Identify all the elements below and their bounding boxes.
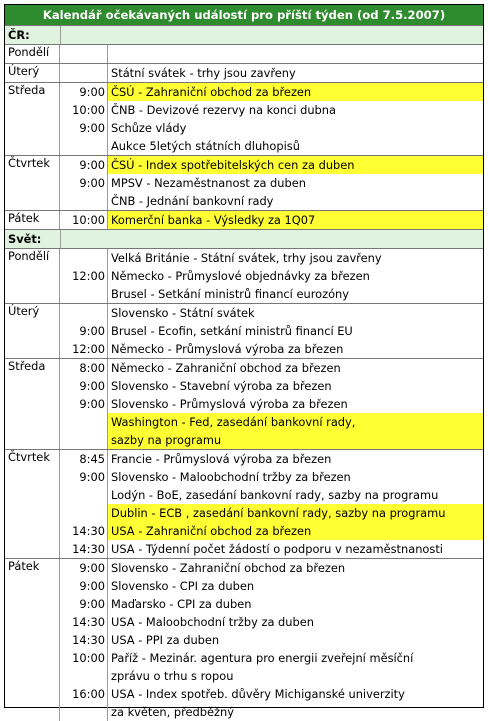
day-block <box>5 358 483 449</box>
day-block <box>5 210 483 229</box>
event-text: Brusel - Setkání ministrů financí eurozóny <box>111 287 350 301</box>
event-time: 9:00 <box>60 577 108 595</box>
event-text: ČSÚ - Zahraniční obchod za březen <box>108 83 483 101</box>
event-text: Komerční banka - Výsledky za 1Q07 <box>108 211 483 229</box>
calendar-title: Kalendář očekávaných událostí pro příští týden (od 7.5.2007) <box>5 5 483 25</box>
event-row <box>60 685 483 703</box>
event-time: 8:00 <box>60 359 108 377</box>
event-time <box>60 431 108 449</box>
event-row <box>60 667 483 685</box>
event-text: Brusel - Ecofin, setkání ministrů financí EU <box>111 324 353 338</box>
event-time <box>60 667 108 685</box>
event-row <box>60 649 483 667</box>
event-row <box>60 267 483 285</box>
event-time: 9:00 <box>60 156 108 174</box>
event-time: 14:30 <box>60 631 108 649</box>
event-text: USA - PPI za duben <box>111 633 220 647</box>
event-time: 9:00 <box>60 119 108 137</box>
event-text: za květen, předběžný <box>111 705 234 719</box>
event-time <box>60 45 108 63</box>
event-time: 9:00 <box>60 174 108 192</box>
event-text: Slovensko - Stavební výroba za březen <box>111 379 332 393</box>
event-text: sazby na programu <box>108 431 483 449</box>
event-text: Schůze vlády <box>111 121 187 135</box>
event-text: Washington - Fed, zasedání bankovní rady, <box>108 413 483 431</box>
event-time: 9:00 <box>60 83 108 101</box>
day-name: Středa <box>5 83 60 155</box>
event-time: 9:00 <box>60 559 108 577</box>
day-events <box>60 450 483 558</box>
event-text: ČSÚ - Index spotřebitelských cen za duben <box>108 156 483 174</box>
event-row <box>60 83 483 101</box>
event-time: 14:30 <box>60 540 108 558</box>
event-text: MPSV - Nezaměstnanost za duben <box>111 176 306 190</box>
event-text: Státní svátek - trhy jsou zavřeny <box>111 66 296 80</box>
event-row <box>60 559 483 577</box>
event-row <box>60 595 483 613</box>
event-text: Slovensko - Státní svátek <box>111 306 255 320</box>
event-row <box>60 613 483 631</box>
day-events <box>60 359 483 449</box>
event-text: Německo - Průmyslová výroba za březen <box>111 342 344 356</box>
day-events <box>60 249 483 303</box>
event-time: 9:00 <box>60 322 108 340</box>
event-time: 12:00 <box>60 267 108 285</box>
event-row <box>60 119 483 137</box>
day-name: Úterý <box>5 304 60 358</box>
event-text: USA - Maloobchodní tržby za duben <box>111 615 314 629</box>
event-time: 16:00 <box>60 685 108 703</box>
event-text: Francie - Průmyslová výroba za březen <box>111 452 332 466</box>
event-time <box>60 64 108 82</box>
event-row <box>60 192 483 210</box>
event-text: Slovensko - Zahraniční obchod za březen <box>111 561 346 575</box>
event-time <box>60 249 108 267</box>
calendar-body <box>5 25 483 721</box>
event-row <box>60 101 483 119</box>
day-events <box>60 156 483 210</box>
day-events <box>60 559 483 721</box>
event-time: 10:00 <box>60 101 108 119</box>
event-time <box>60 504 108 522</box>
day-name: Středa <box>5 359 60 449</box>
event-text: Slovensko - CPI za duben <box>111 579 255 593</box>
event-text: USA - Zahraniční obchod za březen <box>108 522 483 540</box>
event-row <box>60 450 483 468</box>
event-time: 9:00 <box>60 377 108 395</box>
day-block <box>5 303 483 358</box>
event-text: Lodýn - BoE, zasedání bankovní rady, sazby na programu <box>111 488 439 502</box>
event-time: 9:00 <box>60 468 108 486</box>
day-name: Čtvrtek <box>5 156 60 210</box>
event-text: Slovensko - Průmyslová výroba za březen <box>111 397 348 411</box>
event-row <box>60 431 483 449</box>
event-row <box>60 211 483 229</box>
event-time: 10:00 <box>60 211 108 229</box>
event-row <box>60 137 483 155</box>
event-text: USA - Index spotřeb. důvěry Michiganské univerzity <box>111 687 405 701</box>
day-name: Pátek <box>5 211 60 229</box>
day-events <box>60 64 483 82</box>
event-text: Velká Británie - Státní svátek, trhy jsou zavřeny <box>111 251 382 265</box>
event-time <box>60 285 108 303</box>
event-text: ČNB - Jednání bankovní rady <box>111 194 274 208</box>
day-block <box>5 82 483 155</box>
event-time: 9:00 <box>60 595 108 613</box>
calendar-table <box>4 4 484 719</box>
event-time: 14:30 <box>60 522 108 540</box>
event-row <box>60 156 483 174</box>
event-text: Paříž - Mezinár. agentura pro energii zveřejní měsíční <box>111 651 414 665</box>
day-name: Čtvrtek <box>5 450 60 558</box>
event-row <box>60 413 483 431</box>
section-label: ČR: <box>8 28 30 42</box>
event-row <box>60 504 483 522</box>
day-block <box>5 558 483 721</box>
event-row <box>60 522 483 540</box>
day-block <box>5 449 483 558</box>
day-events <box>60 304 483 358</box>
day-events <box>60 45 483 63</box>
event-row <box>60 322 483 340</box>
event-text: Dublin - ECB , zasedání bankovní rady, sazby na programu <box>108 504 483 522</box>
event-row <box>60 249 483 267</box>
event-time: 8:45 <box>60 450 108 468</box>
event-time <box>60 703 108 721</box>
event-row <box>60 703 483 721</box>
day-block <box>5 63 483 82</box>
event-text: zprávu o trhu s ropou <box>111 669 234 683</box>
event-row <box>60 486 483 504</box>
event-row <box>60 304 483 322</box>
event-time <box>60 137 108 155</box>
event-row <box>60 285 483 303</box>
event-time: 10:00 <box>60 649 108 667</box>
event-row <box>60 377 483 395</box>
section-header <box>5 25 483 44</box>
section-label: Svět: <box>8 232 42 246</box>
event-text: Aukce 5letých státních dluhopisů <box>111 139 300 153</box>
event-text: Německo - Průmyslové objednávky za březen <box>111 269 370 283</box>
event-text: Německo - Zahraniční obchod za březen <box>111 361 341 375</box>
day-name: Pondělí <box>5 249 60 303</box>
event-row <box>60 577 483 595</box>
event-row <box>60 340 483 358</box>
day-name: Pondělí <box>5 45 60 63</box>
event-time: 9:00 <box>60 395 108 413</box>
event-time: 12:00 <box>60 340 108 358</box>
event-row <box>60 631 483 649</box>
event-text: USA - Týdenní počet žádostí o podporu v nezaměstnanosti <box>111 542 443 556</box>
day-block <box>5 155 483 210</box>
event-row <box>60 468 483 486</box>
event-row <box>60 174 483 192</box>
section-header-fill <box>60 26 483 44</box>
event-text: Maďarsko - CPI za duben <box>111 597 252 611</box>
event-row <box>60 45 483 63</box>
event-time <box>60 192 108 210</box>
day-block <box>5 44 483 63</box>
section-header-fill <box>60 230 483 248</box>
event-time <box>60 413 108 431</box>
event-text: ČNB - Devizové rezervy na konci dubna <box>111 103 336 117</box>
event-row <box>60 540 483 558</box>
day-name: Úterý <box>5 64 60 82</box>
event-row <box>60 395 483 413</box>
event-text <box>108 45 483 63</box>
event-time <box>60 304 108 322</box>
event-time <box>60 486 108 504</box>
day-block <box>5 248 483 303</box>
event-text: Slovensko - Maloobchodní tržby za březen <box>111 470 351 484</box>
event-row <box>60 64 483 82</box>
day-name: Pátek <box>5 559 60 721</box>
event-time: 14:30 <box>60 613 108 631</box>
day-events <box>60 211 483 229</box>
section-header <box>5 229 483 248</box>
event-row <box>60 359 483 377</box>
day-events <box>60 83 483 155</box>
